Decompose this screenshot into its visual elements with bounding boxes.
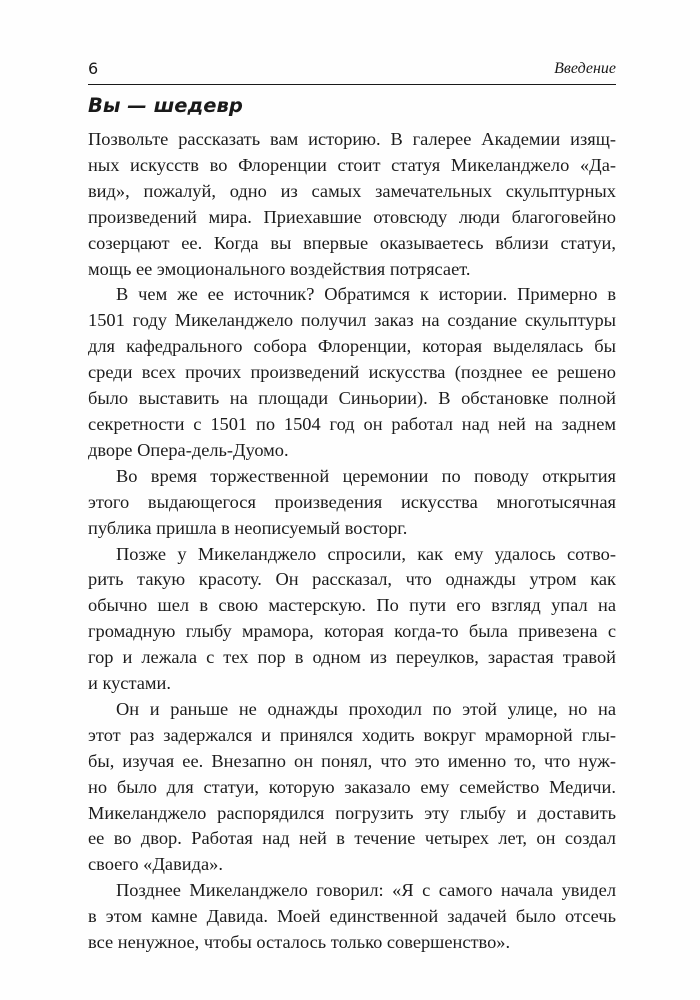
text-line: бы, изучая ее. Внезапно он понял, что это именно то, что нуж- xyxy=(88,750,616,771)
text-line: было выставить на площади Синьории). В обстановке полной xyxy=(88,388,616,409)
text-line: В чем же ее источник? Обратимся к истории. Примерно в xyxy=(116,284,616,305)
text-line: своего «Давида». xyxy=(88,854,223,875)
text-line: ее во двор. Работая над ней в течение четырех лет, он создал xyxy=(88,828,616,849)
text-line: но было для статуи, которую заказало ему семейство Медичи. xyxy=(88,776,616,797)
paragraph-4 xyxy=(88,542,616,697)
text-line: гор и лежала с тех пор в одном из переулков, зарастая травой xyxy=(88,647,616,668)
text-line: Микеланджело распорядился погрузить эту глыбу и доставить xyxy=(88,802,616,823)
text-line: для кафедрального собора Флоренции, которая выделялась бы xyxy=(88,336,616,357)
text-line: Позднее Микеланджело говорил: «Я с самого начала увидел xyxy=(116,880,616,901)
section-title: Вы — шедевр xyxy=(88,94,243,117)
paragraph-5 xyxy=(88,697,616,878)
text-line: 1501 году Микеланджело получил заказ на создание скульптуры xyxy=(88,310,616,331)
text-line: созерцают ее. Когда вы впервые оказываетесь вблизи статуи, xyxy=(88,232,616,253)
text-line: громадную глыбу мрамора, которая когда-то была привезена с xyxy=(88,621,616,642)
text-line: дворе Опера-дель-Дуомо. xyxy=(88,439,289,460)
text-line: в этом камне Давида. Моей единственной задачей было отсечь xyxy=(88,906,616,927)
text-line: этот раз задержался и принялся ходить вокруг мраморной глы- xyxy=(88,724,616,745)
text-line: произведений мира. Приехавшие отовсюду люди благоговейно xyxy=(88,206,616,227)
text-line: Он и раньше не однажды проходил по этой улице, но на xyxy=(116,698,616,719)
text-line: среди всех прочих произведений искусства (позднее ее решено xyxy=(88,362,616,383)
text-line: вид», пожалуй, одно из самых замечательных скульптурных xyxy=(88,180,616,201)
text-line: секретности с 1501 по 1504 год он работал над ней на заднем xyxy=(88,413,616,434)
text-line: мощь ее эмоционального воздействия потрясает. xyxy=(88,258,471,279)
page-number: 6 xyxy=(88,59,99,78)
text-line: публика пришла в неописуемый восторг. xyxy=(88,517,408,538)
text-line: Позвольте рассказать вам историю. В галерее Академии изящ- xyxy=(88,129,616,149)
text-line: этого выдающегося произведения искусства многотысячная xyxy=(88,491,616,512)
body-text xyxy=(88,127,616,956)
text-line: и кустами. xyxy=(88,673,171,694)
text-line: Позже у Микеланджело спросили, как ему удалось сотво- xyxy=(116,543,616,564)
page-header xyxy=(88,58,616,85)
text-line: ных искусств во Флоренции стоит статуя Микеланджело «Да- xyxy=(88,154,616,175)
text-line: обычно шел в свою мастерскую. По пути его взгляд упал на xyxy=(88,595,616,616)
text-line: рить такую красоту. Он рассказал, что однажды утром как xyxy=(88,569,616,590)
paragraph-6 xyxy=(88,878,616,956)
paragraph-3 xyxy=(88,464,616,542)
text-line: Во время торжественной церемонии по поводу открытия xyxy=(116,465,616,486)
text-line: все ненужное, чтобы осталось только совершенство». xyxy=(88,932,511,953)
paragraph-2 xyxy=(88,282,616,463)
running-head: Введение xyxy=(554,60,616,77)
paragraph-1 xyxy=(88,127,616,282)
